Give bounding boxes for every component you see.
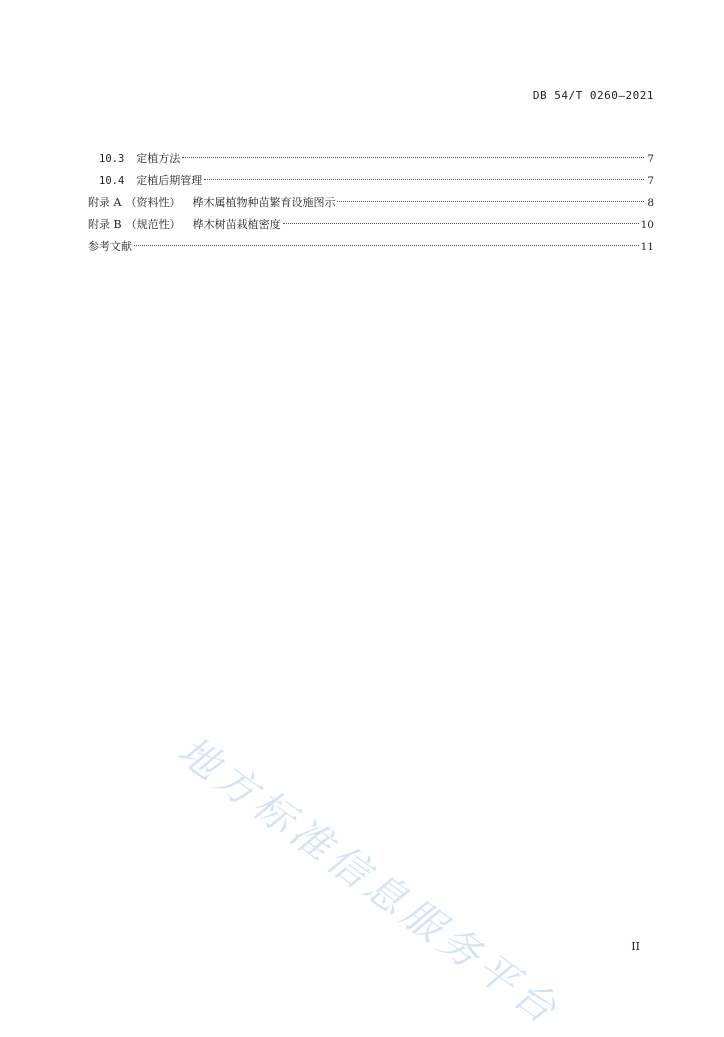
toc-entry-title: 参考文献 — [88, 240, 132, 253]
table-of-contents — [88, 148, 654, 258]
toc-entry-title: 桦木树苗栽植密度 — [192, 218, 281, 231]
toc-entry-page: 8 — [647, 197, 654, 209]
toc-leader-dots — [204, 179, 644, 180]
page-number: II — [631, 940, 640, 953]
toc-entry-references[interactable] — [88, 236, 654, 258]
toc-entry-page: 11 — [640, 241, 654, 253]
toc-entry-10-4[interactable] — [88, 170, 654, 192]
toc-entry-title: 定植方法 — [136, 152, 181, 165]
toc-appendix-label: 附录 B — [88, 218, 122, 231]
toc-entry-number: 10.4 — [99, 175, 125, 187]
toc-entry-page: 7 — [647, 175, 654, 187]
toc-leader-dots — [283, 223, 639, 224]
toc-entry-page: 10 — [640, 219, 654, 231]
standard-code: DB 54/T 0260—2021 — [532, 89, 654, 102]
toc-leader-dots — [337, 201, 644, 202]
toc-entry-title: 定植后期管理 — [136, 174, 203, 187]
toc-leader-dots — [182, 157, 644, 158]
toc-entry-title: 桦木属植物种苗繁育设施图示 — [192, 196, 336, 209]
toc-entry-appendix-a[interactable] — [88, 192, 654, 214]
toc-entry-number: 10.3 — [99, 153, 125, 165]
toc-appendix-nature: （资料性） — [125, 196, 181, 209]
toc-entry-appendix-b[interactable] — [88, 214, 654, 236]
watermark-text: 地方标准信息服务平台 — [169, 727, 569, 1036]
toc-entry-10-3[interactable] — [88, 148, 654, 170]
toc-entry-page: 7 — [647, 153, 654, 165]
toc-appendix-label: 附录 A — [88, 196, 122, 209]
toc-appendix-nature: （规范性） — [125, 218, 181, 231]
toc-leader-dots — [134, 245, 639, 246]
